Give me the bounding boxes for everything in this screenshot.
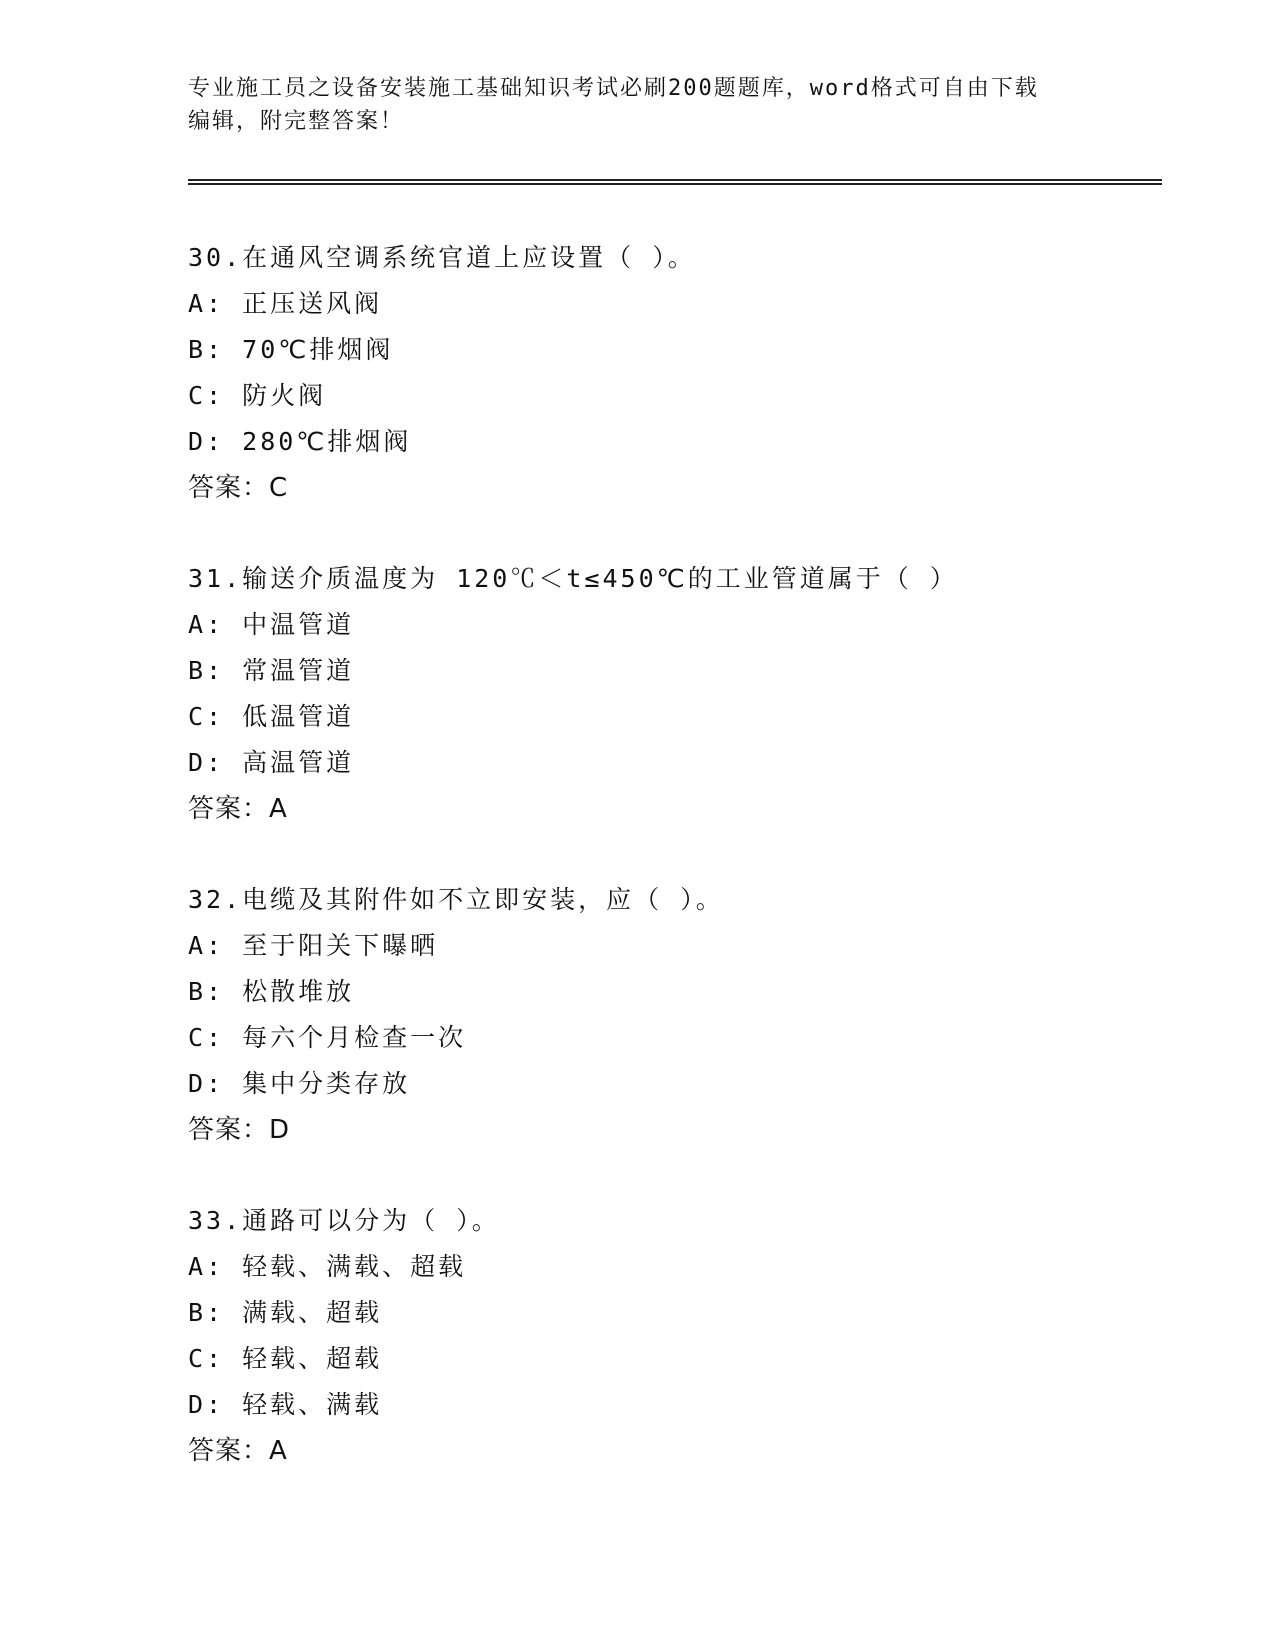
header-line-1: 专业施工员之设备安装施工基础知识考试必刷200题题库，word格式可自由下载 [188,76,1039,101]
option-c: C: 防火阀 [188,381,327,410]
question-title: 31.输送介质温度为 120℃＜t≤450℃的工业管道属于（ ） [188,564,958,593]
question-title: 33.通路可以分为（ ）。 [188,1206,500,1235]
answer-line: 答案：D [188,1115,291,1145]
question-title: 30.在通风空调系统官道上应设置（ ）。 [188,243,696,272]
question-block [188,877,1148,1153]
option-d: D: 轻载、满载 [188,1390,383,1419]
option-a: A: 至于阳关下曝晒 [188,931,439,960]
option-a: A: 正压送风阀 [188,289,383,318]
question-block [188,556,1148,832]
answer-line: 答案：A [188,794,288,824]
option-b: B: 70℃排烟阀 [188,335,394,364]
option-b: B: 满载、超载 [188,1298,383,1327]
header-divider-bottom [188,183,1162,185]
option-b: B: 常温管道 [188,656,355,685]
option-c: C: 低温管道 [188,702,355,731]
option-d: D: 高温管道 [188,748,355,777]
question-title: 32.电缆及其附件如不立即安装，应（ ）。 [188,885,724,914]
answer-line: 答案：A [188,1436,288,1466]
question-block [188,1198,1148,1474]
option-a: A: 轻载、满载、超载 [188,1252,467,1281]
option-c: C: 轻载、超载 [188,1344,383,1373]
option-d: D: 280℃排烟阀 [188,427,412,456]
header-line-2: 编辑，附完整答案！ [188,109,405,134]
header-divider-top [188,179,1162,181]
document-header [188,72,1088,138]
answer-line: 答案：C [188,473,289,503]
option-c: C: 每六个月检查一次 [188,1023,467,1052]
question-block [188,235,1148,511]
option-b: B: 松散堆放 [188,977,355,1006]
option-d: D: 集中分类存放 [188,1069,411,1098]
option-a: A: 中温管道 [188,610,355,639]
